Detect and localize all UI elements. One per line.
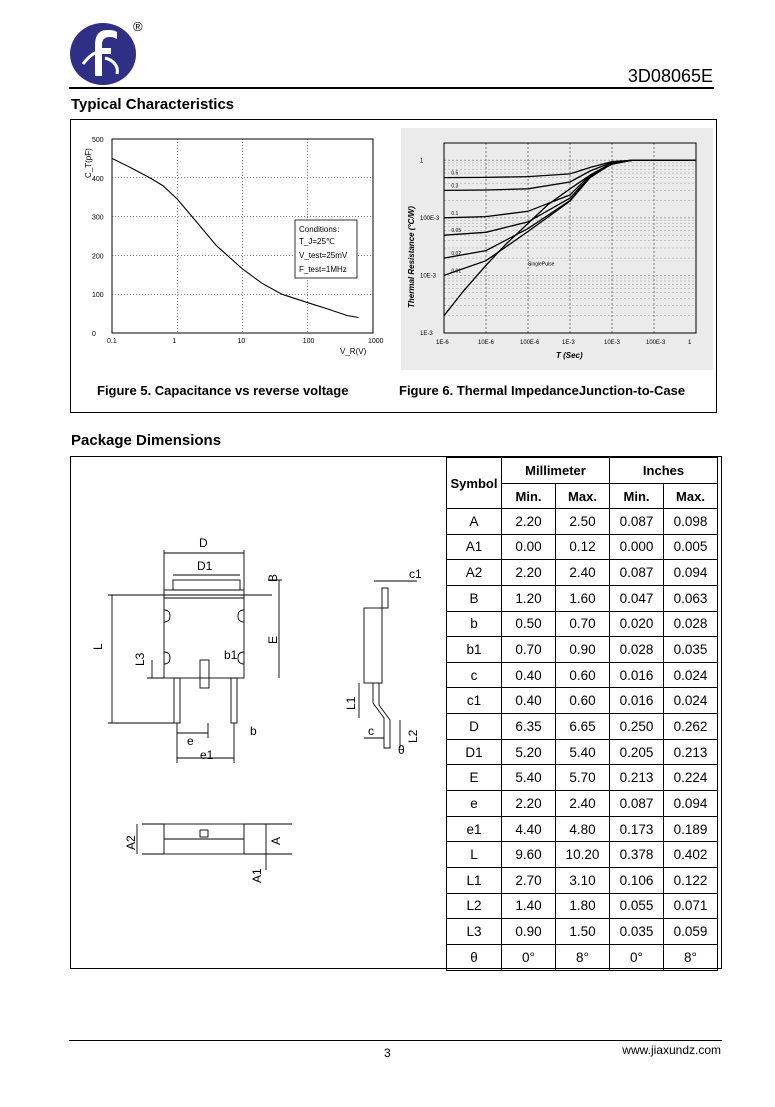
table-cell-value: 0.50 <box>502 611 556 637</box>
table-cell-value: 5.40 <box>502 765 556 791</box>
table-cell-value: 0.213 <box>610 765 664 791</box>
table-row <box>447 867 718 893</box>
table-cell-value: 0.059 <box>664 919 718 945</box>
table-cell-value: 0.087 <box>610 791 664 817</box>
table-cell-symbol: A1 <box>447 534 502 560</box>
table-row <box>447 944 718 970</box>
table-cell-value: 2.20 <box>502 560 556 586</box>
table-cell-value: 0° <box>610 944 664 970</box>
table-cell-value: 8° <box>664 944 718 970</box>
table-cell-value: 0.098 <box>664 509 718 535</box>
table-cell-value: 0.005 <box>664 534 718 560</box>
thermal-series-label: SinglePulse <box>528 261 555 268</box>
top-view-body <box>164 598 244 678</box>
table-cell-value: 4.40 <box>502 816 556 842</box>
table-cell-value: 5.20 <box>502 739 556 765</box>
table-cell-symbol: E <box>447 765 502 791</box>
table-row <box>447 919 718 945</box>
figure6-caption: Figure 6. Thermal ImpedanceJunction-to-Case <box>399 383 686 398</box>
section-title-typical: Typical Characteristics <box>71 96 235 113</box>
dim-label-A: A <box>269 836 283 845</box>
table-cell-value: 0.047 <box>610 585 664 611</box>
dim-label-theta: θ <box>398 743 405 757</box>
thermal-xtick: 1 <box>688 340 692 346</box>
table-cell-symbol: b1 <box>447 637 502 663</box>
table-cell-symbol: θ <box>447 944 502 970</box>
registered-mark: ® <box>133 19 143 34</box>
table-cell-value: 4.80 <box>556 816 610 842</box>
table-cell-value: 0.024 <box>664 662 718 688</box>
top-view-tab <box>164 590 244 598</box>
table-cell-value: 0.90 <box>502 919 556 945</box>
header-rule <box>69 87 714 89</box>
thermal-ytick: 1 <box>420 158 424 165</box>
table-cell-value: 0.094 <box>664 791 718 817</box>
dimensions-table <box>446 457 718 971</box>
table-cell-value: 0.000 <box>610 534 664 560</box>
dim-label-e: e <box>187 734 194 748</box>
lead-right <box>231 678 237 723</box>
table-cell-value: 0.071 <box>664 893 718 919</box>
thermal-series-label: 0.1 <box>451 210 459 217</box>
table-cell-value: 0.122 <box>664 867 718 893</box>
table-row <box>447 739 718 765</box>
table-cell-value: 0.173 <box>610 816 664 842</box>
capacitance-ytick: 200 <box>92 253 104 261</box>
thermal-series-label: 0.5 <box>451 170 459 177</box>
table-cell-value: 0.402 <box>664 842 718 868</box>
header-symbol: Symbol <box>447 458 502 509</box>
capacitance-ytick: 500 <box>92 137 104 144</box>
table-cell-value: 1.20 <box>502 585 556 611</box>
table-cell-symbol: L3 <box>447 919 502 945</box>
capacitance-ytick: 100 <box>92 292 104 300</box>
table-cell-value: 1.60 <box>556 585 610 611</box>
dim-label-A1: A1 <box>250 868 264 883</box>
table-cell-value: 0.378 <box>610 842 664 868</box>
capacitance-xtick: 1 <box>172 338 177 345</box>
condition-vtest: V_test=25mV <box>299 251 348 260</box>
table-cell-symbol: e1 <box>447 816 502 842</box>
table-cell-symbol: D <box>447 714 502 740</box>
footer-url: www.jiaxundz.com <box>622 1043 721 1057</box>
table-row <box>447 585 718 611</box>
table-cell-value: 0.020 <box>610 611 664 637</box>
table-cell-value: 0.60 <box>556 662 610 688</box>
table-cell-value: 3.10 <box>556 867 610 893</box>
table-row <box>447 611 718 637</box>
table-cell-value: 0.063 <box>664 585 718 611</box>
capacitance-ylabel: C_T(pF) <box>84 148 93 178</box>
table-cell-value: 10.20 <box>556 842 610 868</box>
condition-ftest: F_test=1MHz <box>299 265 347 274</box>
header-mm-max: Max. <box>556 484 610 509</box>
thermal-xlabel: T (Sec) <box>556 351 583 360</box>
page-number: 3 <box>384 1046 391 1060</box>
capacitance-xtick: 100 <box>302 338 315 345</box>
table-cell-symbol: L <box>447 842 502 868</box>
dim-label-b: b <box>250 724 257 738</box>
table-cell-value: 0.016 <box>610 662 664 688</box>
conditions-box <box>295 220 357 278</box>
thermal-series-label: 0.01 <box>451 268 462 275</box>
footer-rule <box>69 1040 722 1041</box>
table-row <box>447 534 718 560</box>
table-cell-value: 2.70 <box>502 867 556 893</box>
dim-label-D1: D1 <box>197 559 213 573</box>
table-cell-value: 0.12 <box>556 534 610 560</box>
table-cell-symbol: L1 <box>447 867 502 893</box>
table-cell-value: 9.60 <box>502 842 556 868</box>
table-cell-value: 8° <box>556 944 610 970</box>
capacitance-xtick: 10 <box>237 338 246 345</box>
table-cell-value: 0.262 <box>664 714 718 740</box>
capacitance-xtick: 0.1 <box>107 338 117 345</box>
dim-label-A2: A2 <box>124 835 138 850</box>
table-cell-value: 6.65 <box>556 714 610 740</box>
thermal-xtick: 10E-6 <box>478 340 495 346</box>
table-cell-value: 0.70 <box>502 637 556 663</box>
table-cell-value: 2.40 <box>556 791 610 817</box>
table-cell-value: 0° <box>502 944 556 970</box>
table-cell-symbol: b <box>447 611 502 637</box>
dim-label-c1: c1 <box>409 567 422 581</box>
thermal-xtick: 100E-6 <box>520 340 540 346</box>
table-cell-value: 0.90 <box>556 637 610 663</box>
table-cell-value: 2.20 <box>502 791 556 817</box>
dim-label-c: c <box>368 724 374 738</box>
table-cell-value: 0.40 <box>502 662 556 688</box>
dimensions-table-body <box>447 509 718 971</box>
dim-label-L2: L2 <box>406 729 420 743</box>
dim-label-e1: e1 <box>200 748 214 762</box>
table-cell-value: 6.35 <box>502 714 556 740</box>
dim-label-D: D <box>199 536 208 550</box>
table-cell-value: 0.055 <box>610 893 664 919</box>
thermal-ytick: 100E-3 <box>420 215 440 222</box>
conditions-title: Conditions： <box>299 225 345 234</box>
table-cell-symbol: e <box>447 791 502 817</box>
table-cell-value: 2.40 <box>556 560 610 586</box>
capacitance-xtick: 1000 <box>368 338 384 345</box>
table-cell-symbol: B <box>447 585 502 611</box>
table-cell-value: 0.024 <box>664 688 718 714</box>
table-cell-value: 0.035 <box>664 637 718 663</box>
company-logo <box>69 18 141 86</box>
side-view-body <box>364 608 382 683</box>
table-cell-value: 2.50 <box>556 509 610 535</box>
table-cell-value: 0.189 <box>664 816 718 842</box>
capacitance-ytick: 400 <box>92 175 104 183</box>
thermal-ytick: 1E-3 <box>420 331 433 337</box>
table-row <box>447 714 718 740</box>
table-cell-symbol: c1 <box>447 688 502 714</box>
dim-label-E: E <box>266 635 280 644</box>
top-view-heatsink <box>173 580 240 590</box>
thermal-xtick: 10E-3 <box>604 340 621 346</box>
table-cell-value: 0.224 <box>664 765 718 791</box>
table-header-row <box>447 458 718 484</box>
condition-tj: T_J=25℃ <box>299 237 335 246</box>
thermal-impedance-chart <box>401 128 713 370</box>
header-in-max: Max. <box>664 484 718 509</box>
lead-left <box>174 678 180 723</box>
capacitance-ytick: 300 <box>92 214 104 222</box>
table-row <box>447 791 718 817</box>
table-row <box>447 816 718 842</box>
header-mm-min: Min. <box>502 484 556 509</box>
table-cell-symbol: c <box>447 662 502 688</box>
table-row <box>447 509 718 535</box>
thermal-xtick: 1E-6 <box>436 340 449 346</box>
table-cell-value: 5.40 <box>556 739 610 765</box>
table-cell-value: 0.40 <box>502 688 556 714</box>
capacitance-chart <box>78 128 384 368</box>
table-row <box>447 765 718 791</box>
thermal-series-label: 0.05 <box>451 228 462 235</box>
table-cell-value: 0.016 <box>610 688 664 714</box>
dim-label-b1: b1 <box>224 648 238 662</box>
table-cell-value: 0.250 <box>610 714 664 740</box>
table-row <box>447 842 718 868</box>
table-cell-value: 0.70 <box>556 611 610 637</box>
thermal-series-label: 0.3 <box>451 183 459 190</box>
table-cell-symbol: L2 <box>447 893 502 919</box>
capacitance-ytick: 0 <box>92 331 96 338</box>
table-cell-value: 0.106 <box>610 867 664 893</box>
table-cell-value: 0.028 <box>610 637 664 663</box>
dim-label-L1: L1 <box>344 696 358 710</box>
thermal-xtick: 1E-3 <box>562 340 575 346</box>
thermal-xtick: 100E-3 <box>646 340 666 346</box>
table-cell-value: 0.028 <box>664 611 718 637</box>
header-inches: Inches <box>610 458 718 484</box>
table-cell-value: 1.80 <box>556 893 610 919</box>
table-row <box>447 560 718 586</box>
package-drawing <box>72 458 444 967</box>
thermal-series-label: 0.02 <box>451 251 462 258</box>
table-cell-value: 0.00 <box>502 534 556 560</box>
dim-label-B: B <box>266 573 280 582</box>
table-cell-value: 0.094 <box>664 560 718 586</box>
header-in-min: Min. <box>610 484 664 509</box>
dim-label-L: L <box>91 643 105 650</box>
table-cell-value: 0.205 <box>610 739 664 765</box>
table-cell-symbol: D1 <box>447 739 502 765</box>
table-row <box>447 893 718 919</box>
table-cell-value: 5.70 <box>556 765 610 791</box>
table-cell-symbol: A2 <box>447 560 502 586</box>
table-cell-value: 0.087 <box>610 560 664 586</box>
side-view-tab <box>382 588 388 608</box>
section-title-package: Package Dimensions <box>71 432 222 449</box>
dim-label-L3: L3 <box>133 652 147 666</box>
table-row <box>447 637 718 663</box>
table-row <box>447 688 718 714</box>
lead-center <box>200 660 209 688</box>
table-cell-value: 0.035 <box>610 919 664 945</box>
table-cell-value: 0.087 <box>610 509 664 535</box>
thermal-ytick: 10E-3 <box>420 273 437 280</box>
figure5-caption: Figure 5. Capacitance vs reverse voltage <box>97 383 349 398</box>
table-cell-value: 0.60 <box>556 688 610 714</box>
table-cell-value: 2.20 <box>502 509 556 535</box>
table-cell-value: 1.40 <box>502 893 556 919</box>
table-cell-value: 1.50 <box>556 919 610 945</box>
header-millimeter: Millimeter <box>502 458 610 484</box>
capacitance-xlabel: V_R(V) <box>340 347 367 356</box>
thermal-ylabel: Thermal Resistance (°C/W) <box>407 206 416 308</box>
table-cell-symbol: A <box>447 509 502 535</box>
table-cell-value: 0.213 <box>664 739 718 765</box>
table-row <box>447 662 718 688</box>
part-number: 3D08065E <box>627 66 713 86</box>
